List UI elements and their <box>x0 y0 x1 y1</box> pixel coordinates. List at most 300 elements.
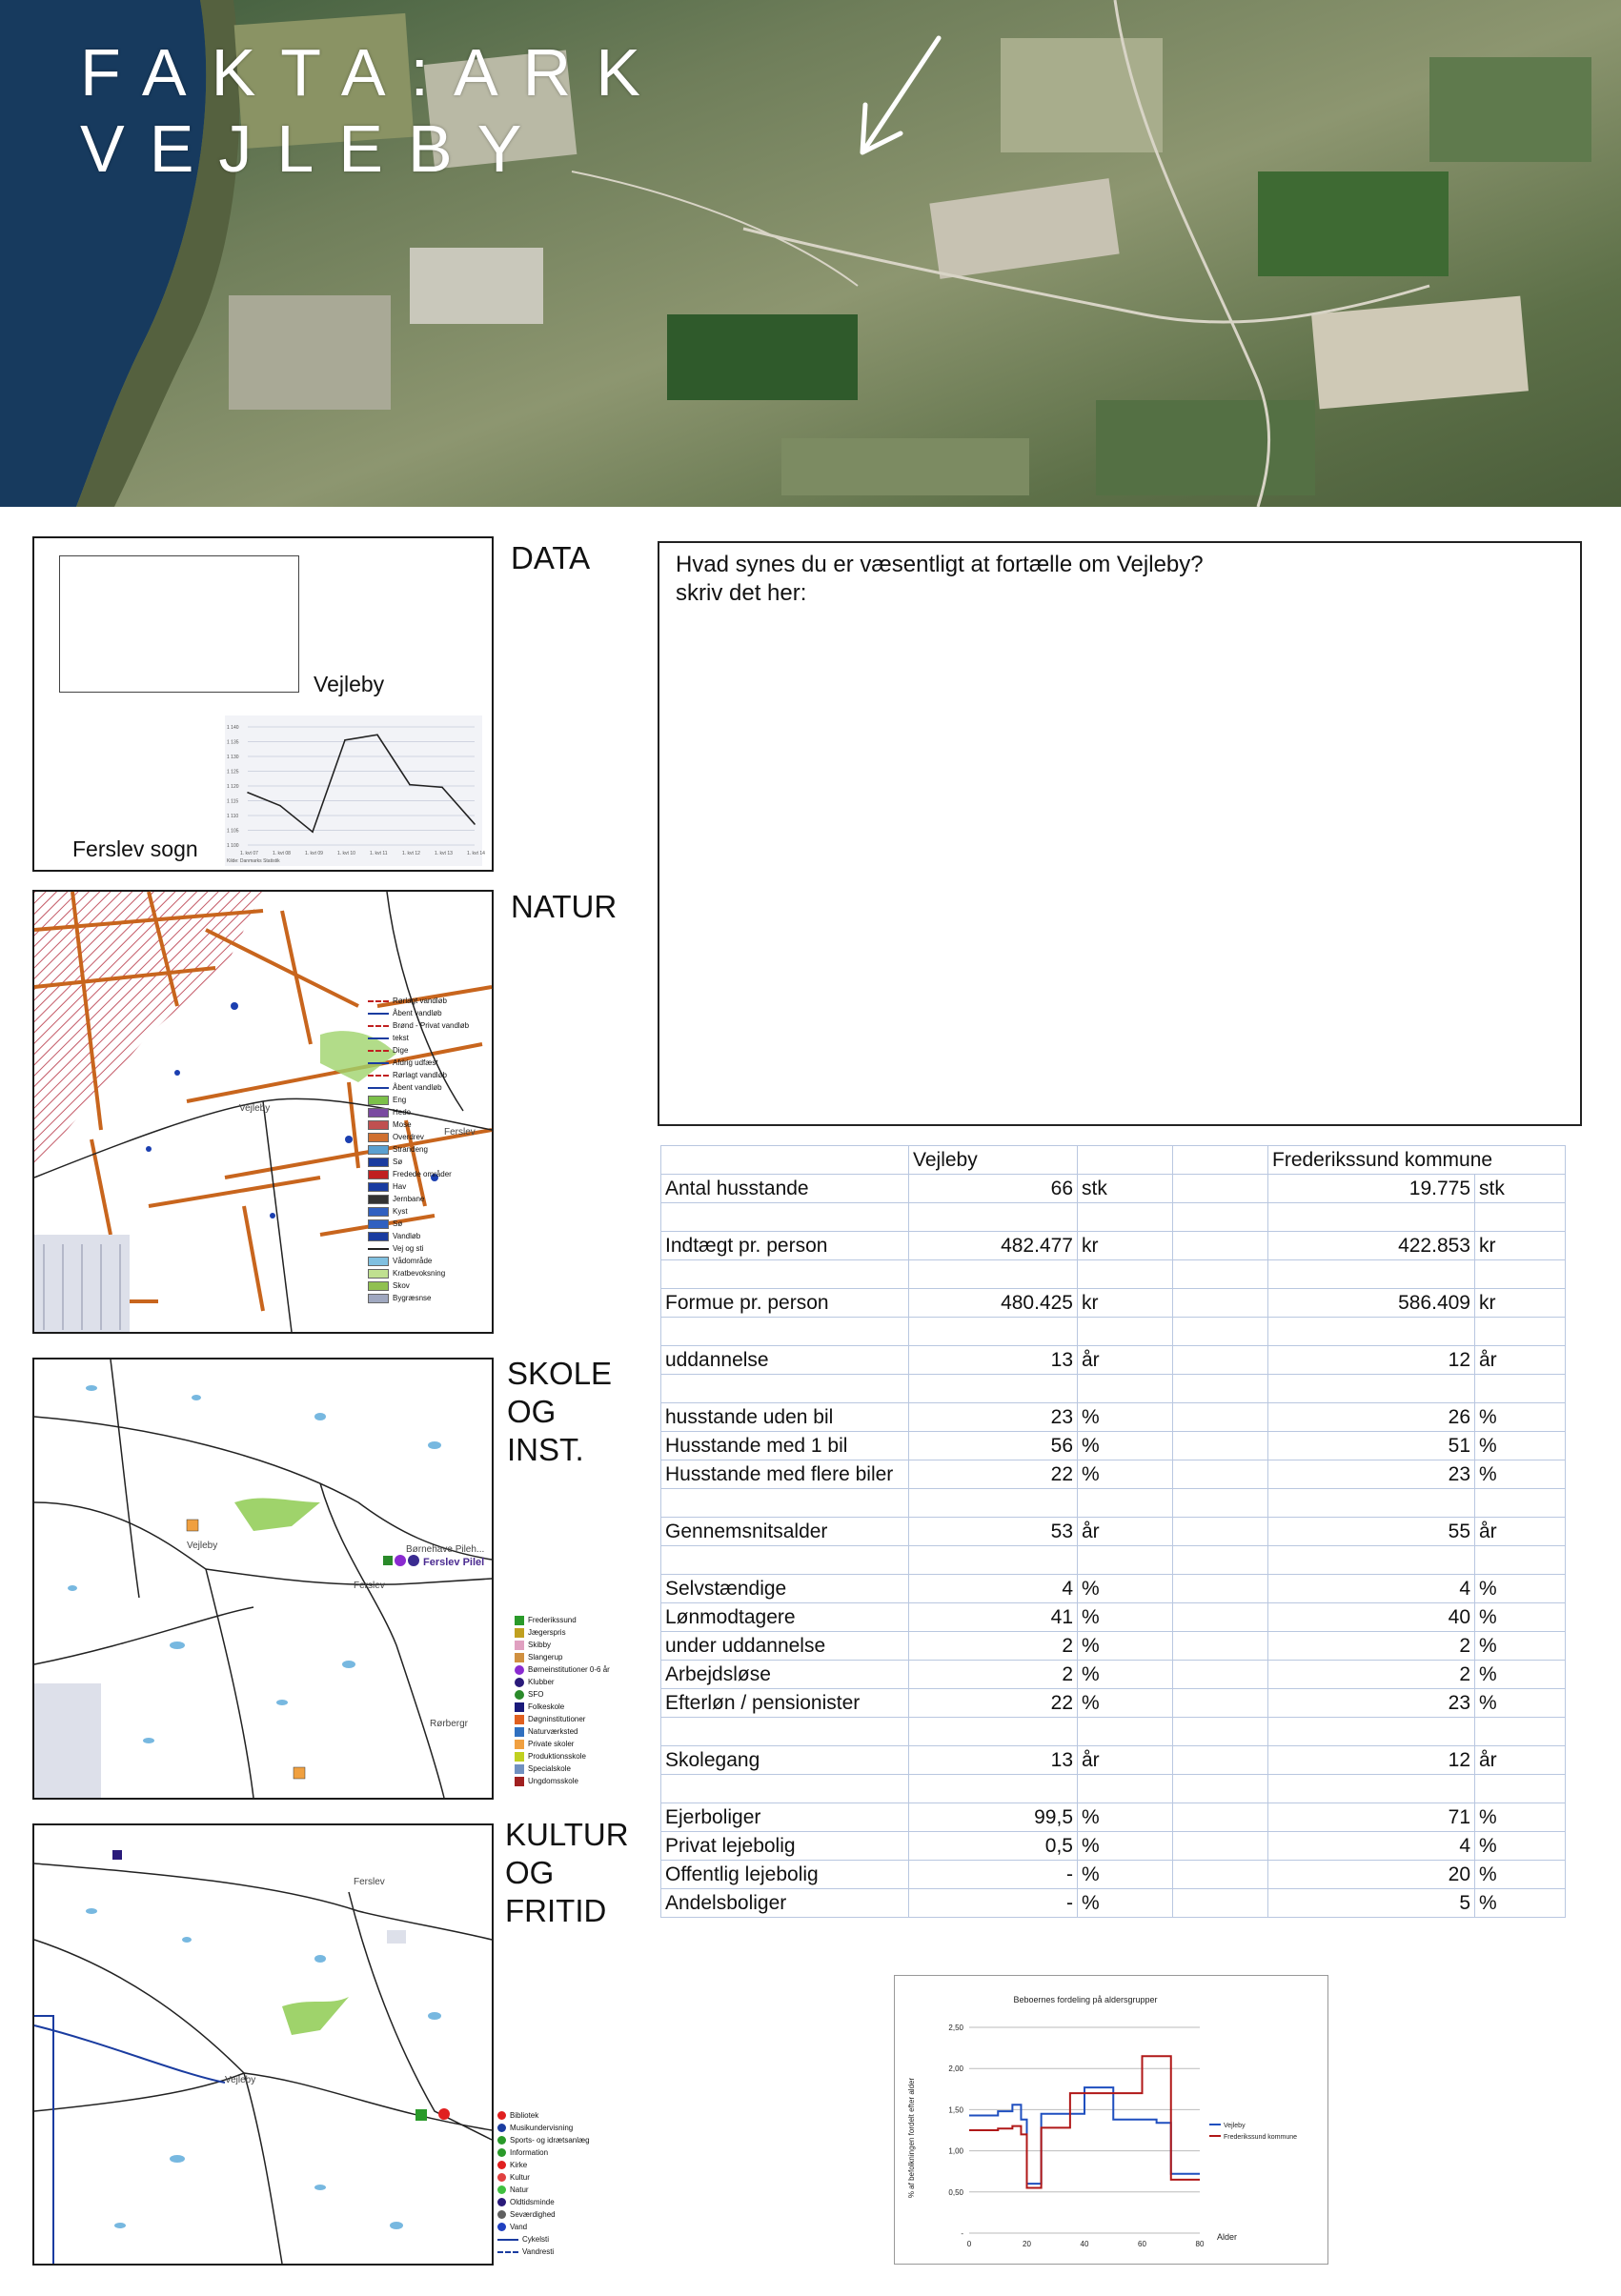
legend-item <box>497 2208 631 2221</box>
population-point <box>279 805 281 807</box>
question-line1: Hvad synes du er væsentligt at fortælle om Vejleby? <box>676 552 1204 577</box>
y-tick-label: 2,50 <box>948 2024 963 2032</box>
legend-label: Brønd - Privat vandløb <box>393 1021 470 1030</box>
legend-swatch-icon <box>515 1702 524 1712</box>
legend-label: Rørlagt vandløb <box>393 997 447 1005</box>
population-placeholder-box <box>59 555 299 693</box>
legend-item <box>368 1044 488 1057</box>
gap-cell <box>1173 1632 1268 1661</box>
table-row <box>661 1403 1566 1432</box>
legend-label: Hede <box>393 1108 412 1117</box>
row-label: husstande uden bil <box>661 1403 909 1432</box>
skole-legend <box>515 1614 638 1787</box>
gap-cell <box>1173 1746 1268 1775</box>
gap-cell <box>1173 1861 1268 1889</box>
kultur-label-line: FRITID <box>505 1893 607 1928</box>
legend-item <box>515 1750 638 1762</box>
age-chart-ylabel: % af befolkningen fordelt efter alder <box>907 2077 916 2199</box>
legend-swatch-icon <box>497 2148 506 2157</box>
legend-swatch-icon <box>515 1777 524 1786</box>
row-label: uddannelse <box>661 1346 909 1375</box>
institution-marker <box>395 1555 406 1566</box>
table-row <box>661 1460 1566 1489</box>
legend-item <box>515 1762 638 1775</box>
vejleby-unit: år <box>1078 1346 1173 1375</box>
table-row <box>661 1632 1566 1661</box>
page-title-line1: FAKTA:ARK <box>80 35 665 110</box>
legend-label: Afdrig udfæst <box>393 1058 438 1067</box>
natur-place-ferslev: Ferslev <box>444 1127 476 1138</box>
school-marker <box>187 1520 198 1531</box>
legend-label: Musikundervisning <box>510 2124 574 2132</box>
x-tick-label: 0 <box>966 2240 972 2248</box>
y-tick-label: 1 135 <box>227 739 239 746</box>
legend-label: Vand <box>510 2223 528 2231</box>
population-point <box>376 734 378 735</box>
legend-item <box>368 1230 488 1242</box>
table-row <box>661 1832 1566 1861</box>
table-spacer-row <box>661 1489 1566 1518</box>
row-label: Selvstændige <box>661 1575 909 1603</box>
legend-item <box>368 1019 488 1032</box>
legend-item <box>368 1180 488 1193</box>
row-label: Skolegang <box>661 1746 909 1775</box>
legend-label: Klubber <box>528 1678 555 1686</box>
x-tick-label: 40 <box>1080 2240 1089 2248</box>
col-header-kommune: Frederikssund kommune <box>1268 1146 1566 1175</box>
legend-label: SFO <box>528 1690 544 1699</box>
table-row <box>661 1689 1566 1718</box>
population-point <box>312 831 314 833</box>
vejleby-value: 13 <box>909 1746 1078 1775</box>
row-label: Arbejdsløse <box>661 1661 909 1689</box>
kommune-value: 586.409 <box>1268 1289 1475 1318</box>
legend-label: Mose <box>393 1120 412 1129</box>
row-label: under uddannelse <box>661 1632 909 1661</box>
kommune-value: 55 <box>1268 1518 1475 1546</box>
y-tick-label: 2,00 <box>948 2064 963 2074</box>
graph-title: Vejleby <box>314 672 385 696</box>
legend-swatch-icon <box>368 1050 389 1052</box>
vejleby-value: - <box>909 1861 1078 1889</box>
legend-item <box>515 1688 638 1701</box>
skole-map <box>34 1359 492 1798</box>
kommune-value: 12 <box>1268 1346 1475 1375</box>
legend-item <box>368 1267 488 1279</box>
vejleby-unit: % <box>1078 1460 1173 1489</box>
table-row <box>661 1518 1566 1546</box>
gap-cell <box>1173 1460 1268 1489</box>
age-chart <box>895 1976 1327 2264</box>
legend-swatch-icon <box>497 2185 506 2194</box>
legend-item <box>368 1168 488 1180</box>
kommune-value: 26 <box>1268 1403 1475 1432</box>
legend-swatch-icon <box>368 1037 389 1039</box>
kommune-value: 12 <box>1268 1746 1475 1775</box>
table-row <box>661 1746 1566 1775</box>
legend-item <box>368 1094 488 1106</box>
legend-label: Rørlagt vandløb <box>393 1071 447 1079</box>
legend-swatch-icon <box>368 1096 389 1105</box>
row-label: Efterløn / pensionister <box>661 1689 909 1718</box>
vejleby-unit: % <box>1078 1575 1173 1603</box>
question-prompt <box>676 551 1204 608</box>
gap-cell <box>1173 1518 1268 1546</box>
table-row <box>661 1575 1566 1603</box>
vejleby-unit: % <box>1078 1803 1173 1832</box>
legend-label: Vejleby <box>1224 2123 1246 2129</box>
table-row <box>661 1861 1566 1889</box>
row-label: Gennemsnitsalder <box>661 1518 909 1546</box>
legend-label: Vandresti <box>522 2247 555 2256</box>
row-label: Formue pr. person <box>661 1289 909 1318</box>
kommune-unit: kr <box>1475 1232 1566 1260</box>
row-label: Antal husstande <box>661 1175 909 1203</box>
aerial-photo <box>0 0 1621 507</box>
y-tick-label: 1,00 <box>948 2146 963 2156</box>
y-tick-label: 1 115 <box>227 798 239 805</box>
legend-item <box>368 1143 488 1156</box>
table-spacer-row <box>661 1718 1566 1746</box>
legend-label: Ungdomsskole <box>528 1777 578 1785</box>
vejleby-unit: kr <box>1078 1289 1173 1318</box>
legend-swatch-icon <box>497 2136 506 2145</box>
legend-swatch-icon <box>515 1641 524 1650</box>
population-point <box>474 823 476 825</box>
legend-item <box>368 995 488 1007</box>
x-tick-label: 1. kvt 12 <box>402 851 420 856</box>
vejleby-value: - <box>909 1889 1078 1918</box>
kommune-value: 2 <box>1268 1632 1475 1661</box>
vejleby-value: 66 <box>909 1175 1078 1203</box>
kultur-place-vejleby: Vejleby <box>225 2075 256 2085</box>
legend-swatch-icon <box>368 1248 389 1250</box>
vejleby-unit: % <box>1078 1603 1173 1632</box>
vejleby-value: 482.477 <box>909 1232 1078 1260</box>
kultur-label-line: KULTUR <box>505 1817 629 1852</box>
legend-label: Døgninstitutioner <box>528 1715 586 1723</box>
legend-swatch-icon <box>368 1182 389 1192</box>
legend-swatch-icon <box>368 1281 389 1291</box>
institution-marker <box>408 1555 419 1566</box>
legend-item <box>368 1007 488 1019</box>
legend-item <box>368 1081 488 1094</box>
x-tick-label: 1. kvt 10 <box>337 851 355 856</box>
legend-swatch-icon <box>368 1219 389 1229</box>
y-tick-label: 1,50 <box>948 2105 963 2115</box>
table-row <box>661 1232 1566 1260</box>
legend-item <box>497 2233 631 2246</box>
vejleby-value: 0,5 <box>909 1832 1078 1861</box>
legend-label: Naturværksted <box>528 1727 578 1736</box>
legend-swatch-icon <box>497 2111 506 2120</box>
legend-label: Frederikssund kommune <box>1224 2134 1298 2141</box>
y-tick-label: 1 130 <box>227 755 239 760</box>
legend-swatch-icon <box>368 1257 389 1266</box>
legend-item <box>515 1701 638 1713</box>
legend-item <box>497 2109 631 2122</box>
legend-label: Åbent vandløb <box>393 1009 442 1017</box>
legend-label: tekst <box>393 1034 409 1042</box>
table-row <box>661 1889 1566 1918</box>
parish-label: Ferslev sogn <box>72 836 198 861</box>
legend-swatch-icon <box>515 1740 524 1749</box>
kommune-value: 20 <box>1268 1861 1475 1889</box>
legend-swatch-icon <box>368 1294 389 1303</box>
legend-label: Kratbevoksning <box>393 1269 446 1278</box>
skole-label-line: SKOLE <box>507 1356 613 1391</box>
table-header-row <box>661 1146 1566 1175</box>
legend-item <box>368 1106 488 1118</box>
legend-item <box>497 2171 631 2184</box>
legend-swatch-icon <box>515 1678 524 1687</box>
vejleby-value: 41 <box>909 1603 1078 1632</box>
vejleby-value: 99,5 <box>909 1803 1078 1832</box>
kommune-value: 5 <box>1268 1889 1475 1918</box>
legend-label: Specialskole <box>528 1764 571 1773</box>
facts-table <box>660 1145 1566 1918</box>
kommune-unit: % <box>1475 1803 1566 1832</box>
legend-item <box>515 1738 638 1750</box>
kultur-map-panel <box>32 1823 494 2266</box>
section-label-skole <box>507 1355 612 1469</box>
table-row <box>661 1803 1566 1832</box>
legend-item <box>497 2134 631 2146</box>
vejleby-unit: stk <box>1078 1175 1173 1203</box>
kommune-unit: år <box>1475 1518 1566 1546</box>
gap-cell <box>1173 1832 1268 1861</box>
legend-swatch-icon <box>497 2173 506 2182</box>
skole-place-ferslev: Ferslev <box>354 1581 385 1591</box>
kommune-value: 422.853 <box>1268 1232 1475 1260</box>
x-tick-label: 1. kvt 11 <box>370 851 388 856</box>
legend-swatch-icon <box>497 2251 518 2253</box>
kommune-unit: % <box>1475 1575 1566 1603</box>
legend-label: Seværdighed <box>510 2210 556 2219</box>
kommune-unit: % <box>1475 1832 1566 1861</box>
legend-label: Sports- og idrætsanlæg <box>510 2136 590 2145</box>
vejleby-value: 2 <box>909 1661 1078 1689</box>
legend-label: Skibby <box>528 1641 552 1649</box>
row-label: Husstande med flere biler <box>661 1460 909 1489</box>
legend-item <box>497 2246 631 2258</box>
legend-label: Information <box>510 2148 549 2157</box>
gap-cell <box>1173 1661 1268 1689</box>
legend-swatch-icon <box>368 1013 389 1015</box>
legend-swatch-icon <box>368 1000 389 1002</box>
kommune-unit: stk <box>1475 1175 1566 1203</box>
legend-item <box>515 1651 638 1663</box>
vejleby-value: 56 <box>909 1432 1078 1460</box>
legend-label: Kultur <box>510 2173 530 2182</box>
legend-swatch-icon <box>497 2161 506 2169</box>
legend-item <box>497 2196 631 2208</box>
natur-legend <box>368 995 488 1304</box>
data-panel <box>32 536 494 872</box>
legend-label: Dige <box>393 1046 409 1055</box>
table-row <box>661 1603 1566 1632</box>
vejleby-value: 4 <box>909 1575 1078 1603</box>
vejleby-unit: % <box>1078 1832 1173 1861</box>
kommune-value: 40 <box>1268 1603 1475 1632</box>
table-spacer-row <box>661 1546 1566 1575</box>
vejleby-unit: % <box>1078 1432 1173 1460</box>
kommune-unit: % <box>1475 1432 1566 1460</box>
legend-swatch-icon <box>368 1232 389 1241</box>
gap-cell <box>1173 1432 1268 1460</box>
gap-cell <box>1173 1603 1268 1632</box>
skole-place-ferslev-pile: Ferslev Pilel <box>423 1557 485 1568</box>
legend-swatch-icon <box>368 1269 389 1279</box>
school-marker <box>294 1767 305 1779</box>
institution-marker <box>383 1556 393 1565</box>
row-label: Privat lejebolig <box>661 1832 909 1861</box>
legend-item <box>368 1193 488 1205</box>
row-label: Lønmodtagere <box>661 1603 909 1632</box>
kultur-map <box>34 1825 492 2264</box>
kultur-label-line: OG <box>505 1855 555 1890</box>
gap-cell <box>1173 1803 1268 1832</box>
question-line2: skriv det her: <box>676 580 807 606</box>
kommune-unit: % <box>1475 1603 1566 1632</box>
legend-item <box>515 1775 638 1787</box>
legend-label: Vej og sti <box>393 1244 424 1253</box>
gap-cell <box>1173 1346 1268 1375</box>
legend-item <box>368 1156 488 1168</box>
section-label-data: DATA <box>511 540 591 575</box>
legend-item <box>515 1639 638 1651</box>
skole-label-line: OG <box>507 1394 557 1429</box>
legend-label: Jægerspris <box>528 1628 566 1637</box>
legend-label: Bygræsnse <box>393 1294 432 1302</box>
legend-swatch-icon <box>497 2210 506 2219</box>
legend-label: Natur <box>510 2185 529 2194</box>
population-point <box>441 787 443 789</box>
legend-label: Hav <box>393 1182 407 1191</box>
skole-map-panel <box>32 1358 494 1800</box>
table-row <box>661 1432 1566 1460</box>
population-point <box>344 739 346 741</box>
legend-swatch-icon <box>497 2124 506 2132</box>
legend-swatch-icon <box>368 1145 389 1155</box>
x-tick-label: 1. kvt 08 <box>273 851 291 856</box>
kommune-unit: % <box>1475 1661 1566 1689</box>
legend-swatch-icon <box>368 1108 389 1118</box>
legend-swatch-icon <box>497 2198 506 2206</box>
legend-label: Sø <box>393 1158 403 1166</box>
y-tick-label: 1 125 <box>227 769 239 775</box>
legend-swatch-icon <box>515 1752 524 1762</box>
legend-item <box>368 1032 488 1044</box>
legend-item <box>497 2221 631 2233</box>
legend-item <box>368 1242 488 1255</box>
col-header-vejleby: Vejleby <box>909 1146 1078 1175</box>
gap-cell <box>1173 1232 1268 1260</box>
legend-item <box>497 2184 631 2196</box>
gap-cell <box>1173 1175 1268 1203</box>
row-label: Andelsboliger <box>661 1889 909 1918</box>
legend-item <box>368 1069 488 1081</box>
kultur-legend <box>497 2109 631 2258</box>
y-tick-label: 1 105 <box>227 828 239 835</box>
kommune-unit: kr <box>1475 1289 1566 1318</box>
legend-label: Bibliotek <box>510 2111 539 2120</box>
culture-marker <box>438 2108 450 2120</box>
legend-label: Eng <box>393 1096 407 1104</box>
row-label: Ejerboliger <box>661 1803 909 1832</box>
table-spacer-row <box>661 1318 1566 1346</box>
gap-cell <box>1173 1289 1268 1318</box>
legend-item <box>515 1614 638 1626</box>
kommune-value: 19.775 <box>1268 1175 1475 1203</box>
vejleby-unit: % <box>1078 1889 1173 1918</box>
kommune-value: 71 <box>1268 1803 1475 1832</box>
legend-swatch-icon <box>368 1195 389 1204</box>
question-textarea[interactable] <box>658 541 1582 1126</box>
vejleby-unit: % <box>1078 1689 1173 1718</box>
legend-swatch-icon <box>368 1133 389 1142</box>
series-line-vejleby <box>969 2087 1200 2184</box>
table-row <box>661 1346 1566 1375</box>
section-label-kultur <box>505 1816 629 1930</box>
vejleby-value: 480.425 <box>909 1289 1078 1318</box>
vejleby-value: 53 <box>909 1518 1078 1546</box>
y-tick-label: 1 140 <box>227 725 239 731</box>
vejleby-unit: kr <box>1078 1232 1173 1260</box>
culture-marker <box>112 1850 122 1860</box>
kommune-unit: år <box>1475 1746 1566 1775</box>
kommune-value: 4 <box>1268 1575 1475 1603</box>
legend-swatch-icon <box>515 1727 524 1737</box>
legend-label: Vådområde <box>393 1257 433 1265</box>
legend-label: Cykelsti <box>522 2235 550 2244</box>
natur-map-panel <box>32 890 494 1334</box>
row-label: Indtægt pr. person <box>661 1232 909 1260</box>
legend-swatch-icon <box>515 1764 524 1774</box>
gap-cell <box>1173 1889 1268 1918</box>
skole-place-bornehave: Børnehave Pileh... <box>406 1544 485 1555</box>
x-tick-label: 80 <box>1195 2240 1205 2248</box>
legend-item <box>497 2122 631 2134</box>
legend-item <box>368 1279 488 1292</box>
legend-label: Sø <box>393 1219 403 1228</box>
x-tick-label: 1. kvt 09 <box>305 851 323 856</box>
legend-label: Skov <box>393 1281 410 1290</box>
legend-label: Børneinstitutioner 0-6 år <box>528 1665 610 1674</box>
legend-label: Vandløb <box>393 1232 421 1240</box>
age-chart-xlabel: Alder <box>1217 2232 1238 2242</box>
legend-item <box>368 1218 488 1230</box>
skole-label-line: INST. <box>507 1432 584 1467</box>
kommune-value: 4 <box>1268 1832 1475 1861</box>
kultur-place-ferslev: Ferslev <box>354 1877 385 1887</box>
x-tick-label: 1. kvt 07 <box>240 851 258 856</box>
y-tick-label: 1 110 <box>227 814 239 819</box>
legend-label: Overdrev <box>393 1133 424 1141</box>
age-chart-panel <box>894 1975 1328 2265</box>
legend-swatch-icon <box>515 1616 524 1625</box>
legend-item <box>515 1663 638 1676</box>
legend-item <box>515 1713 638 1725</box>
y-tick-label: - <box>961 2229 963 2238</box>
kommune-value: 23 <box>1268 1460 1475 1489</box>
table-spacer-row <box>661 1375 1566 1403</box>
legend-label: Strandeng <box>393 1145 428 1154</box>
y-tick-label: 1 100 <box>227 843 239 849</box>
kommune-unit: % <box>1475 1689 1566 1718</box>
legend-label: Fredede områder <box>393 1170 452 1178</box>
legend-item <box>368 1205 488 1218</box>
